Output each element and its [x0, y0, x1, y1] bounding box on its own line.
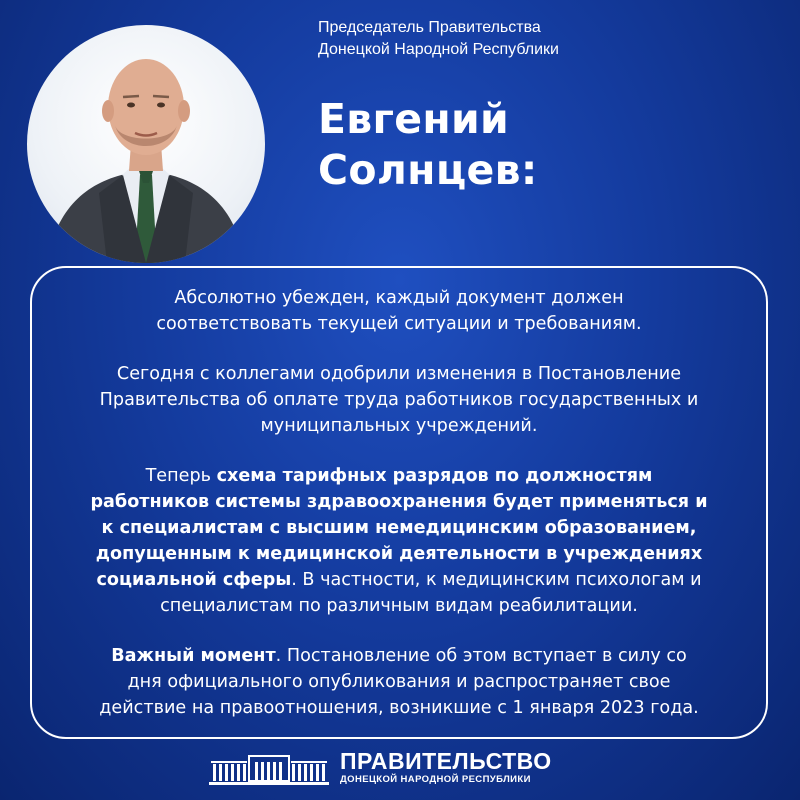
quote-text-normal: . Постановление об этом вступает в силу со — [275, 646, 687, 666]
quote-line — [32, 463, 766, 489]
logo-title: ПРАВИТЕЛЬСТВО — [340, 748, 552, 774]
person-name-first: Евгений — [318, 95, 510, 143]
quote-text-bold: социальной сферы — [96, 570, 292, 590]
government-logo — [209, 748, 609, 790]
quote-paragraph-4 — [32, 643, 766, 721]
position-title — [318, 17, 778, 61]
quote-text-bold: схема тарифных разрядов по должностям — [216, 466, 653, 486]
quote-text-bold: допущенным к медицинской деятельности в учреждениях — [95, 544, 703, 564]
quote-line: Правительства об оплате труда работников государственных и — [99, 390, 699, 410]
quote-line: Абсолютно убежден, каждый документ должен — [174, 288, 624, 308]
quote-text-normal: . В частности, к медицинским психологам и — [291, 570, 702, 590]
person-name — [318, 94, 778, 196]
person-name-last: Солнцев: — [318, 146, 538, 194]
quote-text-bold: к специалистам с высшим немедицинским образованием, — [101, 518, 697, 538]
quote-text-normal: Теперь — [145, 466, 217, 486]
quote-paragraph-2 — [32, 361, 766, 439]
quote-line: соответствовать текущей ситуации и требованиям. — [156, 314, 642, 334]
quote-paragraph-1 — [32, 285, 766, 337]
quote-line — [32, 515, 766, 541]
quote-line: Сегодня с коллегами одобрили изменения в Постановление — [116, 364, 682, 384]
quote-box — [30, 266, 768, 739]
quote-line: специалистам по различным видам реабилитации. — [160, 596, 638, 616]
quote-paragraph-3 — [32, 463, 766, 619]
quote-line — [32, 489, 766, 515]
quote-line: дня официального опубликования и распространяет свое — [127, 672, 671, 692]
quote-line — [32, 541, 766, 567]
person-portrait-icon — [27, 25, 265, 263]
portrait-photo — [27, 25, 265, 263]
position-title-line: Донецкой Народной Республики — [318, 41, 559, 58]
quote-line — [32, 567, 766, 593]
quote-text — [32, 285, 766, 745]
quote-text-bold: Важный момент — [111, 646, 276, 666]
quote-line: муниципальных учреждений. — [260, 416, 538, 436]
quote-line: действие на правоотношения, возникшие с 1 января 2023 года. — [99, 698, 699, 718]
government-building-icon — [209, 752, 329, 788]
quote-line — [32, 643, 766, 669]
position-title-line: Председатель Правительства — [318, 19, 541, 36]
quote-text-bold: работников системы здравоохранения будет применяться и — [90, 492, 708, 512]
logo-subtitle: ДОНЕЦКОЙ НАРОДНОЙ РЕСПУБЛИКИ — [340, 774, 531, 785]
